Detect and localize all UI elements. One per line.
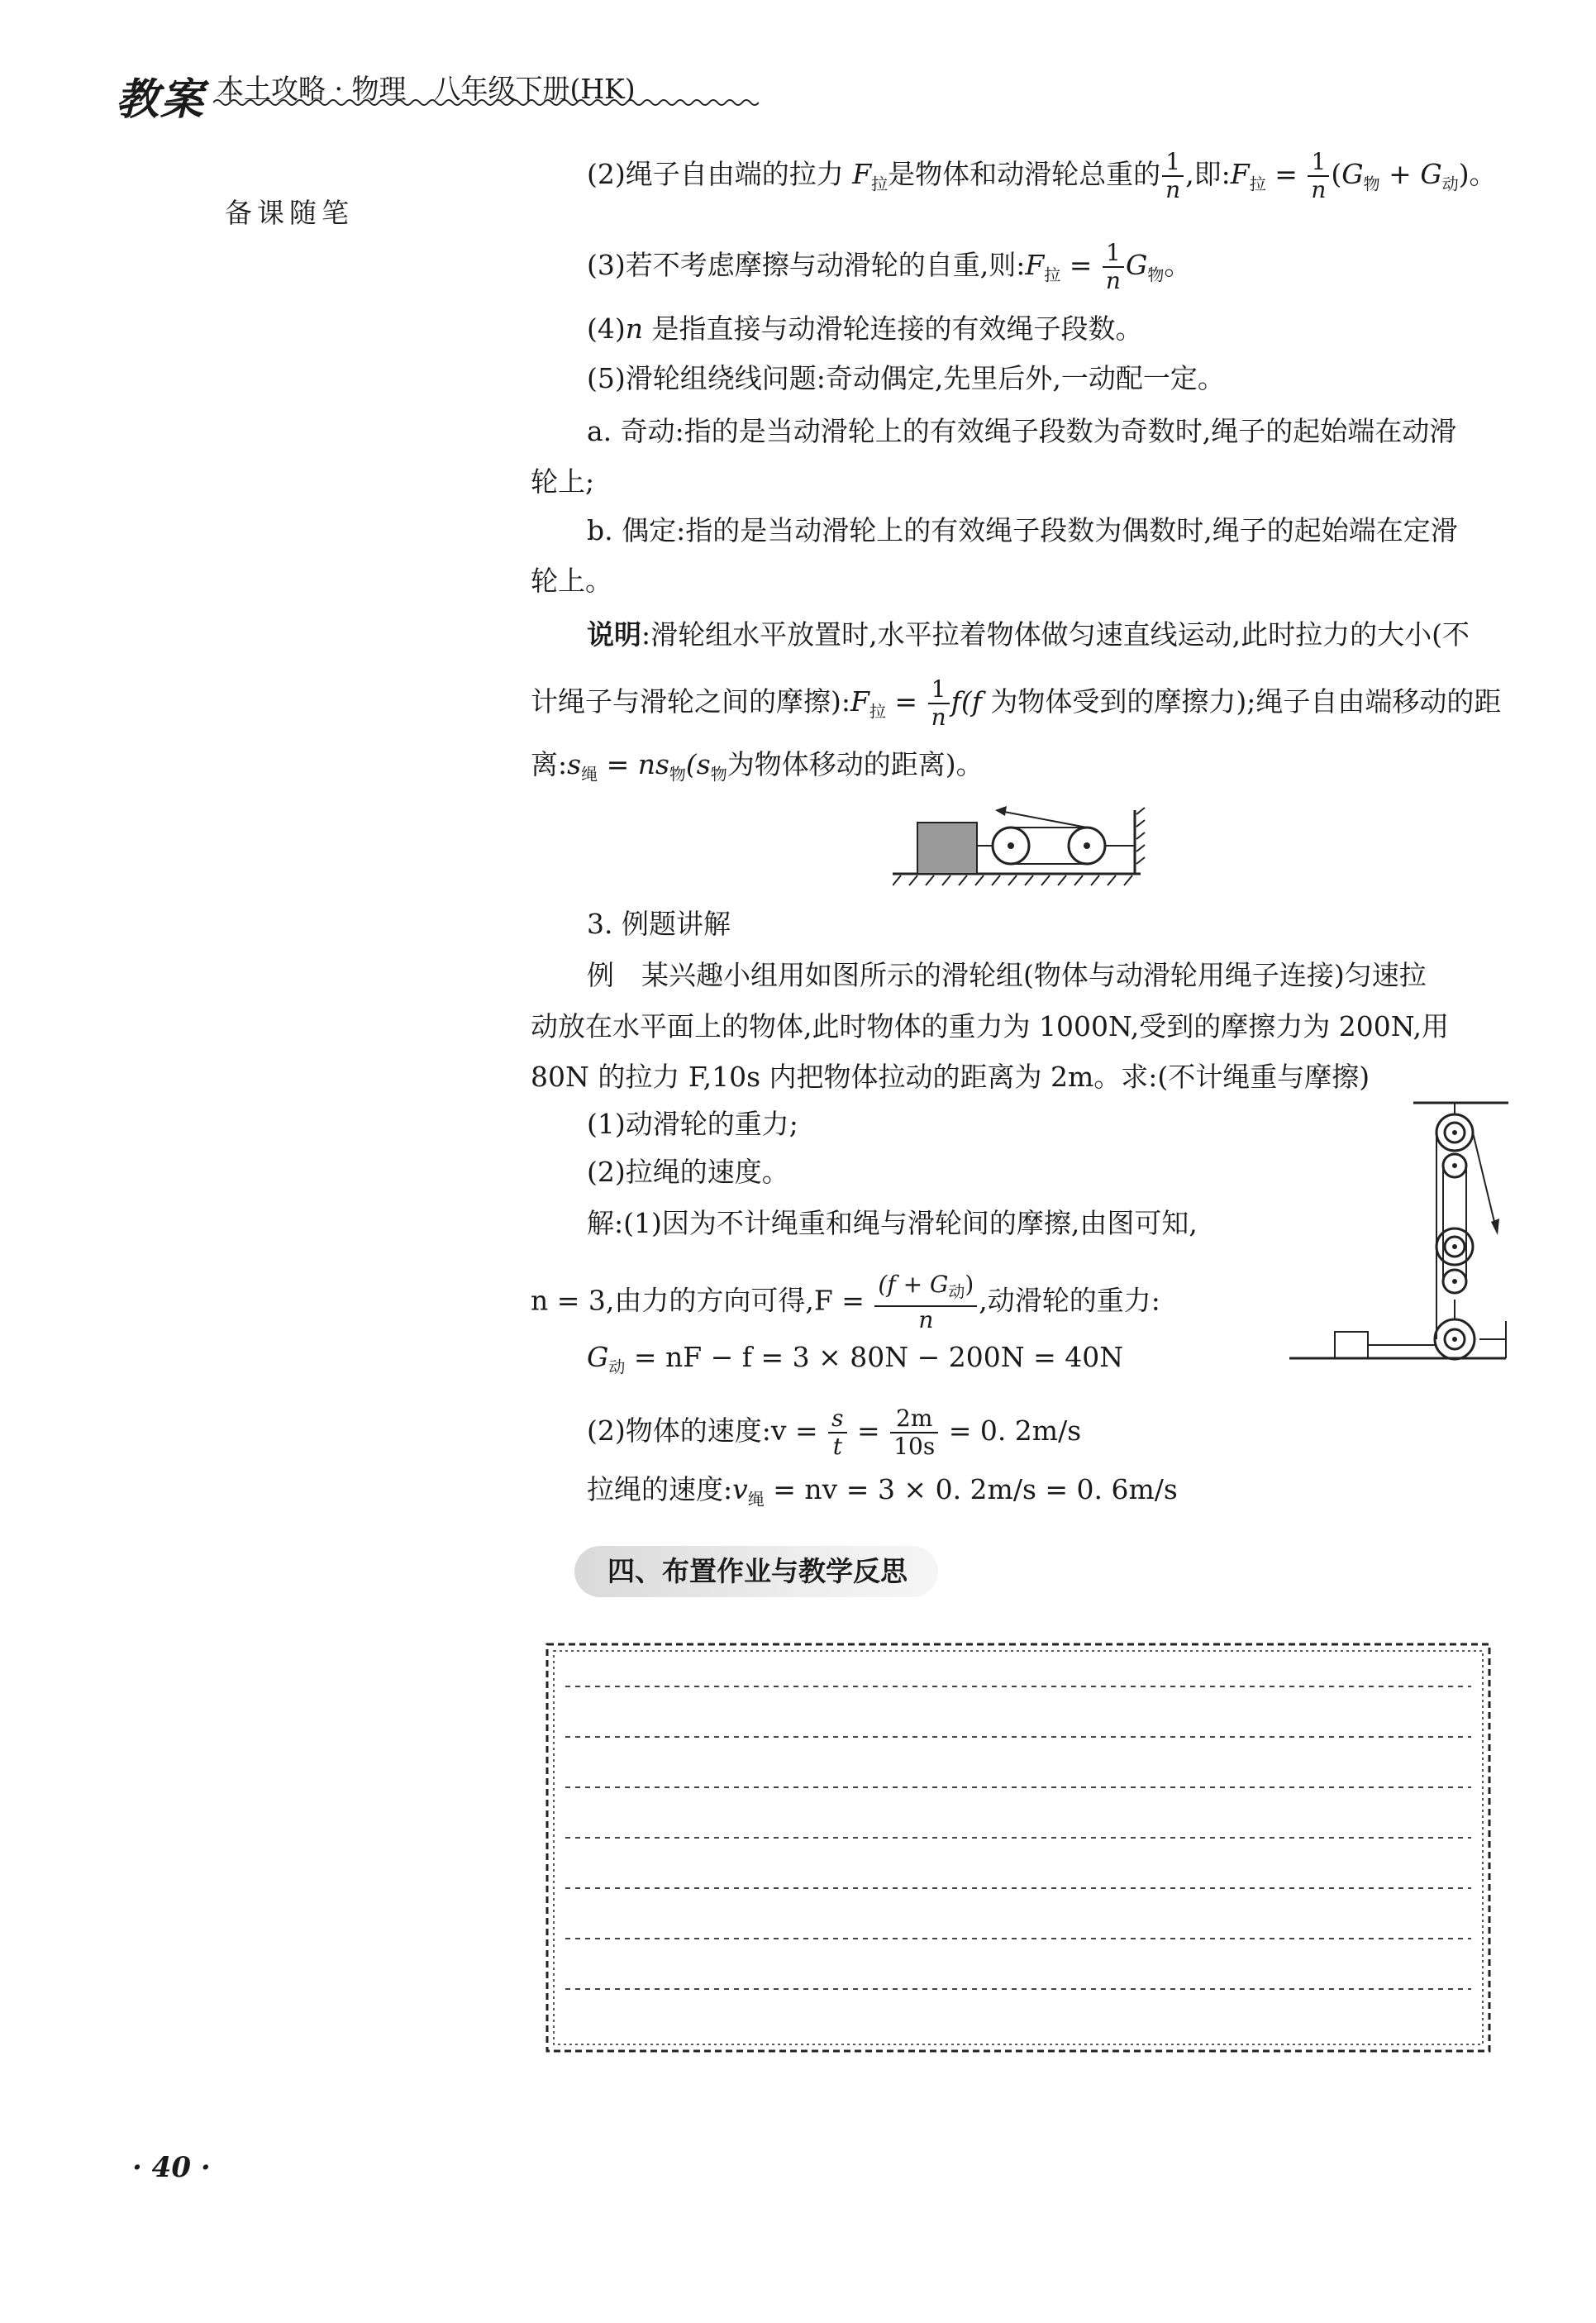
section-4-banner: 四、布置作业与教学反思 bbox=[574, 1546, 938, 1597]
homework-notes-box[interactable] bbox=[544, 1641, 1493, 2054]
solution-line1: 解:(1)因为不计绳重和绳与滑轮间的摩擦,由图可知, bbox=[587, 1207, 1198, 1239]
para-b-line2: 轮上。 bbox=[531, 565, 612, 597]
fraction-1-over-n: $\frac{1}{n}$ bbox=[928, 676, 950, 731]
para-a-line1: a. 奇动:指的是当动滑轮上的有效绳子段数为奇数时,绳子的起始端在动滑 bbox=[587, 415, 1457, 447]
header-wave-rule bbox=[213, 98, 759, 107]
vertical-pulley-diagram bbox=[1289, 1098, 1513, 1371]
solution-line4: (2)物体的速度:v = $\frac{s}{t}$ = $\frac{2m}{10s}$ = 0. 2m/s bbox=[587, 1405, 1082, 1460]
question-2: (2)拉绳的速度。 bbox=[587, 1156, 789, 1188]
fraction-s-over-t: $\frac{s}{t}$ bbox=[828, 1405, 846, 1460]
para-a-line2: 轮上; bbox=[531, 465, 595, 498]
para-3: (3)若不考虑摩擦与动滑轮的自重,则$:F_拉$ = $\frac{1}{n}$ $G_物$。 bbox=[587, 239, 1192, 294]
para-b-line1: b. 偶定:指的是当动滑轮上的有效绳子段数为偶数时,绳子的起始端在定滑 bbox=[587, 514, 1458, 546]
para-2: (2)绳子自由端的拉力 $F_拉$是物体和动滑轮总重的 $\frac{1}{n}$ ,即$:F_拉$ = $\frac{1}{n}$ $(G_物 + G_动)$。 bbox=[587, 148, 1497, 203]
note-label: 说明 bbox=[587, 618, 641, 651]
note-line2: 计绳子与滑轮之间的摩擦)$:F_拉$ = $\frac{1}{n}$ f(f 为物体受到的摩擦力);绳子自由端移动的距 bbox=[531, 675, 1502, 731]
example-line3: 80N 的拉力 F,10s 内把物体拉动的距离为 2m。求:(不计绳重与摩擦) bbox=[531, 1061, 1370, 1093]
page-number: · 40 · bbox=[132, 2151, 211, 2184]
question-1: (1)动滑轮的重力; bbox=[587, 1108, 798, 1140]
para-4: (4)n 是指直接与动滑轮连接的有效绳子段数。 bbox=[587, 312, 1143, 345]
horizontal-pulley-diagram bbox=[893, 806, 1157, 889]
fraction-1-over-n: $\frac{1}{n}$ bbox=[1103, 240, 1124, 294]
side-note-label: 备课随笔 bbox=[225, 197, 354, 229]
note-line3: 离$:s_绳 = ns_物(s_物$为物体移动的距离)。 bbox=[531, 748, 984, 785]
fraction-2m-over-10s: $\frac{2m}{10s}$ bbox=[890, 1405, 938, 1460]
header-subtitle: 本土攻略 · 物理 八年级下册(HK) bbox=[217, 73, 636, 105]
solution-line3: $G_动$ = nF − f = 3 × 80N − 200N = 40N bbox=[587, 1341, 1124, 1377]
note-line1: 说明:滑轮组水平放置时,水平拉着物体做匀速直线运动,此时拉力的大小(不 bbox=[587, 618, 1470, 651]
example-line2: 动放在水平面上的物体,此时物体的重力为 1000N,受到的摩擦力为 200N,用 bbox=[531, 1010, 1449, 1042]
header-title: 教案 bbox=[116, 75, 206, 125]
para-5: (5)滑轮组绕线问题:奇动偶定,先里后外,一动配一定。 bbox=[587, 362, 1225, 394]
solution-line5: 拉绳的速度$:v_绳$ = nv = 3 × 0. 2m/s = 0. 6m/s bbox=[587, 1473, 1178, 1510]
section-3-heading: 3. 例题讲解 bbox=[587, 908, 731, 940]
fraction-1-over-n: $\frac{1}{n}$ bbox=[1162, 149, 1184, 203]
fraction-f-plus-g-over-n: $\frac{(f + G_动)}{n}$ bbox=[874, 1271, 977, 1333]
example-line1: 例 某兴趣小组用如图所示的滑轮组(物体与动滑轮用绳子连接)匀速拉 bbox=[587, 959, 1427, 991]
solution-line2: n = 3,由力的方向可得,F = $\frac{(f + G_动)}{n}$ ,动滑轮的重力: bbox=[531, 1271, 1160, 1333]
fraction-1-over-n: $\frac{1}{n}$ bbox=[1308, 149, 1329, 203]
